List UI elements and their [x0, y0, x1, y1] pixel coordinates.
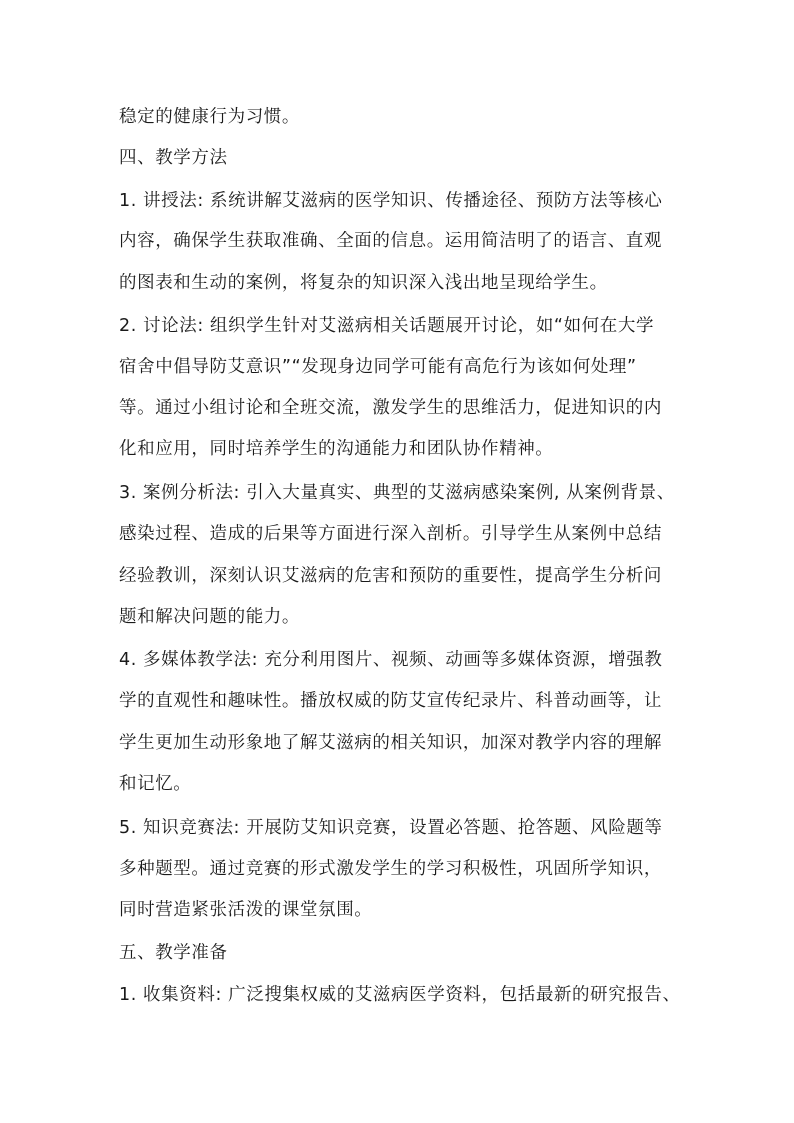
paragraph-line: 3. 案例分析法: 引入大量真实、典型的艾滋病感染案例, 从案例背景、	[119, 483, 675, 503]
paragraph-line: 化和应用，同时培养学生的沟通能力和团队协作精神。	[119, 439, 554, 459]
paragraph-line: 5. 知识竞赛法: 开展防艾知识竞赛，设置必答题、抢答题、风险题等	[119, 818, 663, 838]
paragraph-line: 多种题型。通过竞赛的形式激发学生的学习积极性，巩固所学知识，	[119, 859, 662, 879]
paragraph-line: 的图表和生动的案例，将复杂的知识深入浅出地呈现给学生。	[119, 273, 608, 293]
paragraph-line: 宿舍中倡导防艾意识”“发现身边同学可能有高危行为该如何处理”	[119, 357, 637, 377]
paragraph-line: 同时营造紧张活泼的课堂氛围。	[119, 900, 373, 920]
paragraph-line: 稳定的健康行为习惯。	[119, 107, 300, 127]
paragraph-line: 感染过程、造成的后果等方面进行深入剖析。引导学生从案例中总结	[119, 524, 662, 544]
paragraph-line: 1. 讲授法: 系统讲解艾滋病的医学知识、传播途径、预防方法等核心	[119, 191, 663, 211]
paragraph-line: 等。通过小组讨论和全班交流，激发学生的思维活力，促进知识的内	[119, 398, 662, 418]
paragraph-line: 题和解决问题的能力。	[119, 607, 300, 627]
section-heading-teaching-methods: 四、教学方法	[119, 148, 228, 168]
paragraph-line: 学生更加生动形象地了解艾滋病的相关知识，加深对教学内容的理解	[119, 733, 662, 753]
section-heading-teaching-preparation: 五、教学准备	[119, 943, 228, 963]
paragraph-line: 学的直观性和趣味性。播放权威的防艾宣传纪录片、科普动画等，让	[119, 691, 662, 711]
paragraph-line: 经验教训，深刻认识艾滋病的危害和预防的重要性，提高学生分析问	[119, 566, 662, 586]
paragraph-line: 和记忆。	[119, 774, 192, 794]
paragraph-line: 4. 多媒体教学法: 充分利用图片、视频、动画等多媒体资源，增强教	[119, 650, 663, 670]
paragraph-line: 1. 收集资料: 广泛搜集权威的艾滋病医学资料，包括最新的研究报告、	[119, 985, 681, 1005]
paragraph-line: 内容，确保学生获取准确、全面的信息。运用简洁明了的语言、直观	[119, 231, 662, 251]
paragraph-line: 2. 讨论法: 组织学生针对艾滋病相关话题展开讨论，如“如何在大学	[119, 316, 655, 336]
